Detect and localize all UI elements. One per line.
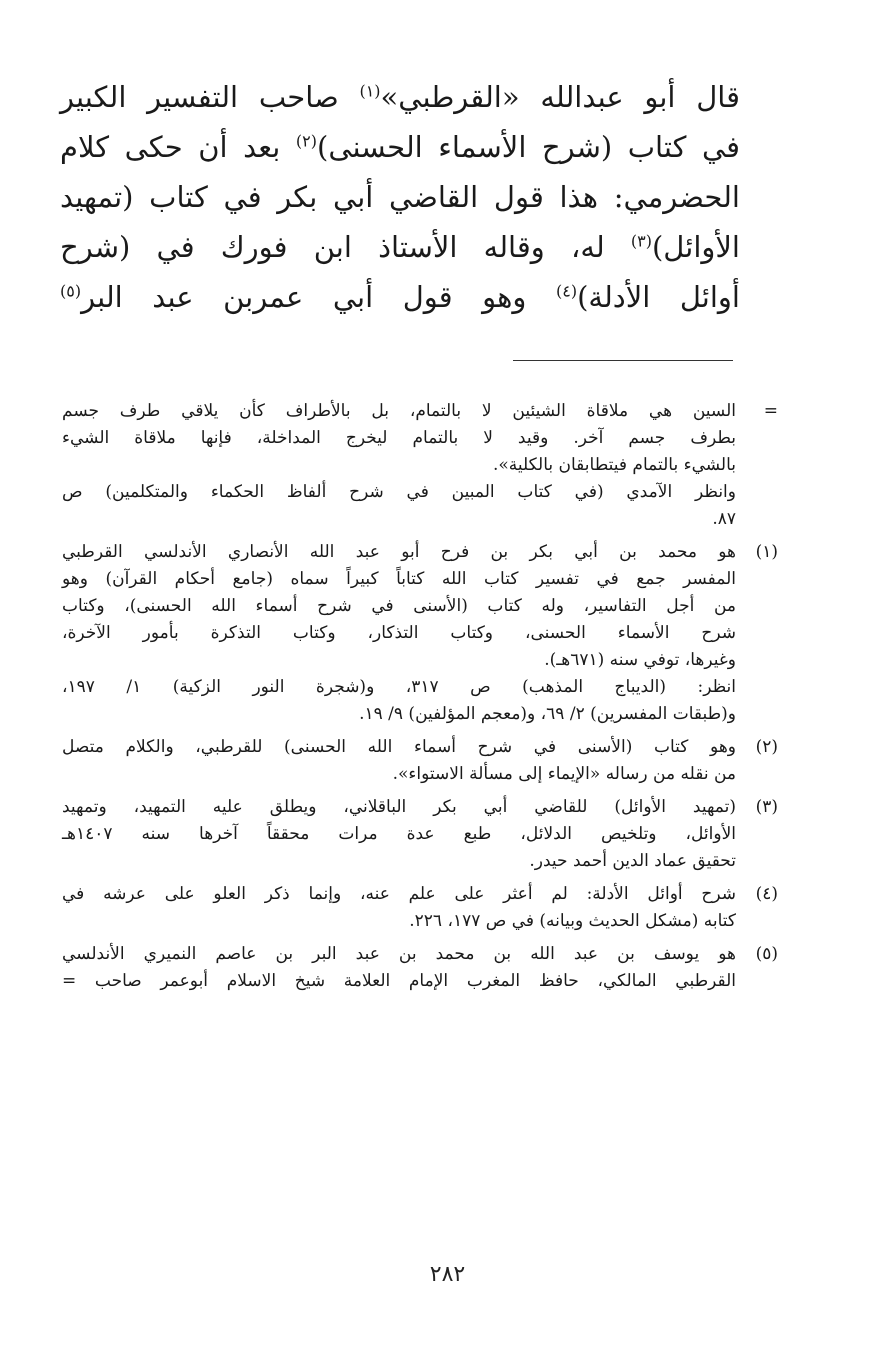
main-text-segment: وهو قول أبي عمربن عبد البر: [81, 280, 556, 314]
footnote-line: بالشيء بالتمام فيتطابقان بالكلية».: [492, 455, 736, 475]
footnote-reference[interactable]: (١): [359, 81, 381, 101]
footnote-line: وغيرها، توفي سنه (٦٧١هـ).: [544, 650, 736, 670]
footnote-marker: =: [763, 401, 778, 421]
footnote-marker: (٣): [755, 797, 778, 817]
footnote-separator: [513, 360, 733, 361]
main-body-text: [60, 72, 740, 322]
footnote-line: المفسر جمع في تفسير كتاب الله كتاباً كبيراً سماه (جامع أحكام القرآن) وهو: [62, 569, 736, 589]
footnote-line: هو يوسف بن عبد الله بن محمد بن عبد البر بن عاصم النميري الأندلسي: [62, 944, 736, 964]
footnote-line: من نقله من رساله «الإيماء إلى مسألة الاستواء».: [392, 764, 736, 784]
main-line: [60, 222, 740, 272]
footnote-line: ٨٧.: [712, 509, 736, 529]
main-line: [60, 122, 740, 172]
footnote-text: [62, 794, 736, 875]
footnote-line: وانظر الآمدي (في كتاب المبين في شرح ألفاظ الحكماء والمتكلمين) ص: [62, 482, 736, 502]
footnote-line: من أجل التفاسير، وله كتاب (الأسنى في شرح أسماء الله الحسنى)، وكتاب: [62, 596, 736, 616]
footnote-item: [62, 539, 780, 728]
footnote-item: [62, 881, 780, 935]
main-text-segment: أوائل الأدلة): [577, 280, 740, 314]
footnote-line: تحقيق عماد الدين أحمد حيدر.: [529, 851, 736, 871]
main-text-segment: قال أبو عبدالله «القرطبي»: [380, 80, 740, 114]
footnote-text: [62, 881, 736, 935]
footnote-line: و(طبقات المفسرين) ٢/ ٦٩، و(معجم المؤلفين) ٩/ ١٩.: [359, 704, 736, 724]
footnote-item: [62, 941, 780, 995]
footnote-text: [62, 539, 736, 728]
footnote-reference[interactable]: (٣): [630, 231, 652, 251]
footnote-item: [62, 398, 780, 533]
page-number: ٢٨٢: [429, 1262, 466, 1287]
footnote-line: هو محمد بن أبي بكر بن فرح أبو عبد الله الأنصاري الأندلسي القرطبي: [62, 542, 736, 562]
footnote-line: انظر: (الديباج المذهب) ص ٣١٧، و(شجرة النور الزكية) ١/ ١٩٧،: [62, 677, 736, 697]
main-line: [60, 172, 740, 222]
footnote-line: شرح الأسماء الحسنى، وكتاب التذكار، وكتاب التذكرة بأمور الآخرة،: [62, 623, 736, 643]
footnote-line: الأوائل، وتلخيص الدلائل، طبع عدة مرات محققاً آخرها سنه ١٤٠٧هـ: [62, 824, 736, 844]
main-text-segment: له، وقاله الأستاذ ابن فورك في (شرح: [60, 230, 631, 264]
main-line: [60, 272, 740, 322]
footnote-reference[interactable]: (٥): [60, 281, 82, 301]
main-text-segment: الحضرمي: هذا قول القاضي أبي بكر في كتاب (تمهيد: [60, 180, 740, 214]
footnote-reference[interactable]: (٢): [295, 131, 317, 151]
footnote-reference[interactable]: (٤): [555, 281, 578, 301]
footnote-line: بطرف جسم آخر. وقيد لا بالتمام ليخرج المداخلة، فإنها ملاقاة الشيء: [62, 428, 736, 448]
footnote-marker: (٤): [755, 884, 778, 904]
main-text-segment: بعد أن حكى كلام: [60, 130, 296, 164]
footnote-line: شرح أوائل الأدلة: لم أعثر على علم عنه، وإنما ذكر العلو على عرشه في: [62, 884, 736, 904]
footnote-text: [62, 398, 736, 533]
footnote-line: كتابه (مشكل الحديث وبيانه) في ص ١٧٧، ٢٢٦.: [409, 911, 736, 931]
footnote-item: [62, 794, 780, 875]
footnote-line: وهو كتاب (الأسنى في شرح أسماء الله الحسنى) للقرطبي، والكلام متصل: [62, 737, 736, 757]
footnote-item: [62, 734, 780, 788]
footnote-line: السين هي ملاقاة الشيئين لا بالتمام، بل بالأطراف كأن يلاقي طرف جسم: [62, 401, 736, 421]
main-text-segment: الأوائل): [651, 230, 740, 264]
main-text-segment: صاحب التفسير الكبير: [60, 80, 360, 114]
main-line: [60, 72, 740, 122]
footnote-text: [62, 941, 736, 995]
footnote-marker: (١): [755, 542, 778, 562]
footnotes-section: [62, 398, 780, 1001]
footnote-marker: (٢): [755, 737, 778, 757]
footnote-line: القرطبي المالكي، حافظ المغرب الإمام العلامة شيخ الاسلام أبوعمر صاحب =: [62, 971, 736, 991]
footnote-marker: (٥): [755, 944, 778, 964]
footnote-line: (تمهيد الأوائل) للقاضي أبي بكر الباقلاني، ويطلق عليه التمهيد، وتمهيد: [62, 797, 736, 817]
footnote-text: [62, 734, 736, 788]
main-text-segment: في كتاب (شرح الأسماء الحسنى): [317, 130, 740, 164]
